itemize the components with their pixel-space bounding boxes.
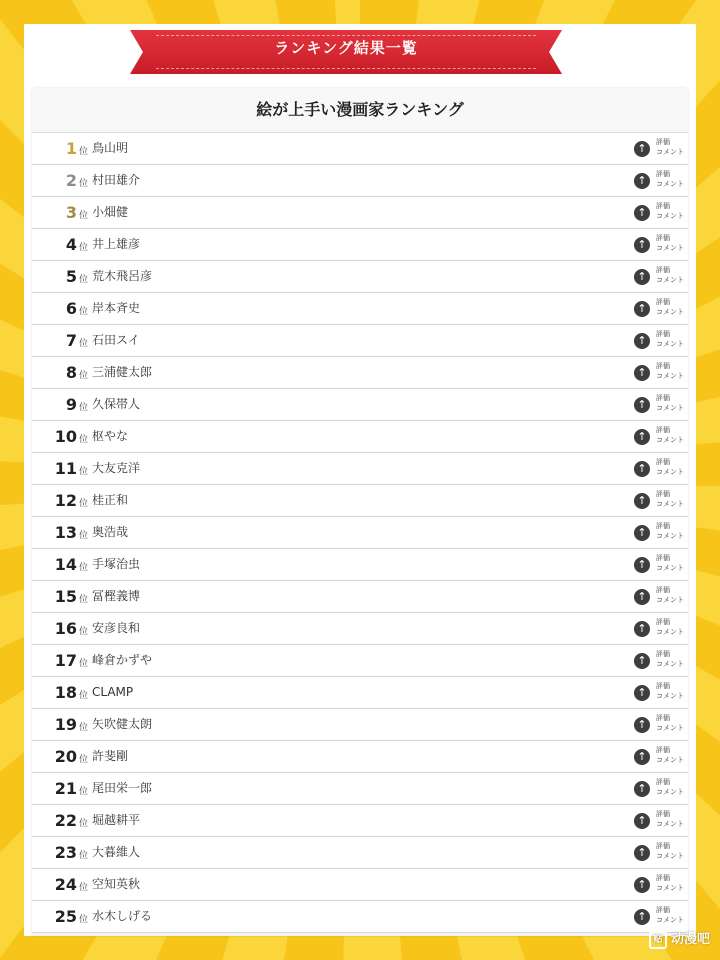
rank-suffix: 位 [78, 563, 88, 573]
comment-label: コメント [656, 244, 684, 252]
artist-name[interactable]: 尾田栄一郎 [92, 781, 153, 795]
rating-label: 評価 [656, 138, 670, 146]
artist-name[interactable]: CLAMP [92, 685, 134, 699]
rating-label: 評価 [656, 202, 670, 210]
arrow-up-icon[interactable]: ↑ [634, 877, 650, 893]
artist-name[interactable]: 空知英秋 [92, 877, 141, 891]
rating-comment-link[interactable] [656, 809, 684, 829]
rank-number: 20 [54, 747, 77, 766]
rank-label [48, 325, 88, 356]
artist-name[interactable]: 鳥山明 [92, 141, 129, 155]
rank-number: 10 [54, 427, 77, 446]
rank-number: 2 [65, 171, 77, 190]
rank-number: 11 [54, 459, 77, 478]
arrow-up-icon[interactable]: ↑ [634, 781, 650, 797]
rating-comment-link[interactable] [656, 425, 684, 445]
rank-label [48, 389, 88, 420]
comment-label: コメント [656, 660, 684, 668]
comment-label: コメント [656, 820, 684, 828]
rank-label [48, 293, 88, 324]
rank-label [48, 901, 88, 932]
rating-label: 評価 [656, 586, 670, 594]
rank-suffix: 位 [78, 755, 88, 765]
rank-label [48, 581, 88, 612]
rating-label: 評価 [656, 490, 670, 498]
artist-name[interactable]: 手塚治虫 [92, 557, 141, 571]
ranking-row[interactable] [32, 549, 688, 581]
ranking-row[interactable] [32, 517, 688, 549]
rank-number: 23 [54, 843, 77, 862]
rank-suffix: 位 [78, 595, 88, 605]
rank-label [48, 773, 88, 804]
rank-number: 18 [54, 683, 77, 702]
arrow-up-icon[interactable]: ↑ [634, 525, 650, 541]
rank-suffix: 位 [78, 659, 88, 669]
arrow-up-icon[interactable]: ↑ [634, 269, 650, 285]
rank-number: 7 [65, 331, 77, 350]
arrow-up-icon[interactable]: ↑ [634, 813, 650, 829]
rank-label [48, 837, 88, 868]
rank-suffix: 位 [78, 467, 88, 477]
rank-number: 1 [65, 139, 77, 158]
rank-label [48, 805, 88, 836]
rating-comment-link[interactable] [656, 361, 684, 381]
rank-suffix: 位 [78, 307, 88, 317]
rating-comment-link[interactable] [656, 137, 684, 157]
ranking-row[interactable] [32, 901, 688, 933]
arrow-up-icon[interactable]: ↑ [634, 333, 650, 349]
rating-label: 評価 [656, 874, 670, 882]
rating-label: 評価 [656, 746, 670, 754]
artist-name[interactable]: 大暮維人 [92, 845, 141, 859]
rank-number: 21 [54, 779, 77, 798]
rank-label [48, 869, 88, 900]
rank-label [48, 677, 88, 708]
artist-name[interactable]: 村田雄介 [92, 173, 141, 187]
comment-label: コメント [656, 756, 684, 764]
rank-suffix: 位 [78, 499, 88, 509]
arrow-up-icon[interactable]: ↑ [634, 365, 650, 381]
rank-number: 8 [65, 363, 77, 382]
artist-name[interactable]: 矢吹健太朗 [92, 717, 153, 731]
comment-label: コメント [656, 212, 684, 220]
rank-suffix: 位 [78, 371, 88, 381]
artist-name[interactable]: 水木しげる [92, 909, 153, 923]
rank-label [48, 709, 88, 740]
rank-label [48, 485, 88, 516]
banner-title: ランキング結果一覧 [274, 39, 418, 57]
rank-suffix: 位 [78, 275, 88, 285]
ranking-row[interactable] [32, 581, 688, 613]
rank-suffix: 位 [78, 339, 88, 349]
artist-name[interactable]: 桂正和 [92, 493, 129, 507]
rank-number: 4 [65, 235, 77, 254]
rank-label [48, 741, 88, 772]
ranking-banner [130, 30, 562, 74]
rating-label: 評価 [656, 682, 670, 690]
arrow-up-icon[interactable]: ↑ [634, 141, 650, 157]
rank-number: 12 [54, 491, 77, 510]
rank-label [48, 229, 88, 260]
rank-suffix: 位 [78, 243, 88, 253]
ranking-row[interactable] [32, 229, 688, 261]
comment-label: コメント [656, 564, 684, 572]
comment-label: コメント [656, 404, 684, 412]
rank-label [48, 133, 88, 164]
app-icon: 贴 [649, 931, 667, 949]
rank-suffix: 位 [78, 179, 88, 189]
ranking-row[interactable] [32, 773, 688, 805]
ranking-row[interactable] [32, 293, 688, 325]
rating-label: 評価 [656, 170, 670, 178]
rank-suffix: 位 [78, 883, 88, 893]
rank-label [48, 517, 88, 548]
rank-number: 3 [65, 203, 77, 222]
rank-suffix: 位 [78, 691, 88, 701]
rating-comment-link[interactable] [656, 745, 684, 765]
rating-label: 評価 [656, 330, 670, 338]
comment-label: コメント [656, 372, 684, 380]
artist-name[interactable]: 荒木飛呂彦 [92, 269, 153, 283]
arrow-up-icon[interactable]: ↑ [634, 653, 650, 669]
rating-label: 評価 [656, 778, 670, 786]
comment-label: コメント [656, 916, 684, 924]
watermark-text: 动漫吧 [670, 932, 710, 947]
comment-label: コメント [656, 276, 684, 284]
rank-label [48, 453, 88, 484]
rank-number: 16 [54, 619, 77, 638]
rating-label: 評価 [656, 426, 670, 434]
artist-name[interactable]: 岸本斉史 [92, 301, 141, 315]
ranking-row[interactable] [32, 869, 688, 901]
artist-name[interactable]: 大友克洋 [92, 461, 141, 475]
rating-label: 評価 [656, 234, 670, 242]
ranking-row[interactable] [32, 741, 688, 773]
comment-label: コメント [656, 436, 684, 444]
ranking-row[interactable] [32, 325, 688, 357]
comment-label: コメント [656, 340, 684, 348]
arrow-up-icon[interactable]: ↑ [634, 397, 650, 413]
arrow-up-icon[interactable]: ↑ [634, 685, 650, 701]
rating-comment-link[interactable] [656, 297, 684, 317]
ranking-row[interactable] [32, 837, 688, 869]
rank-number: 17 [54, 651, 77, 670]
rating-comment-link[interactable] [656, 681, 684, 701]
arrow-up-icon[interactable]: ↑ [634, 749, 650, 765]
rating-label: 評価 [656, 298, 670, 306]
comment-label: コメント [656, 724, 684, 732]
rating-comment-link[interactable] [656, 201, 684, 221]
ranking-row[interactable] [32, 197, 688, 229]
arrow-up-icon[interactable]: ↑ [634, 845, 650, 861]
arrow-up-icon[interactable]: ↑ [634, 589, 650, 605]
rating-comment-link[interactable] [656, 649, 684, 669]
rank-suffix: 位 [78, 627, 88, 637]
ranking-row[interactable] [32, 645, 688, 677]
artist-name[interactable]: 石田スイ [92, 333, 140, 347]
rank-label [48, 613, 88, 644]
artist-name[interactable]: 久保帯人 [92, 397, 141, 411]
arrow-up-icon[interactable]: ↑ [634, 173, 650, 189]
comment-label: コメント [656, 628, 684, 636]
rank-suffix: 位 [78, 435, 88, 445]
arrow-up-icon[interactable]: ↑ [634, 493, 650, 509]
rating-label: 評価 [656, 362, 670, 370]
rank-number: 13 [54, 523, 77, 542]
rank-number: 19 [54, 715, 77, 734]
rating-comment-link[interactable] [656, 905, 684, 925]
comment-label: コメント [656, 532, 684, 540]
ranking-row[interactable] [32, 421, 688, 453]
rank-number: 25 [54, 907, 77, 926]
artist-name[interactable]: 安彦良和 [92, 621, 141, 635]
rank-suffix: 位 [78, 531, 88, 541]
rank-label [48, 261, 88, 292]
rank-suffix: 位 [78, 403, 88, 413]
comment-label: コメント [656, 308, 684, 316]
ranking-list [32, 133, 688, 933]
rank-number: 24 [54, 875, 77, 894]
rating-comment-link[interactable] [656, 489, 684, 509]
rating-comment-link[interactable] [656, 329, 684, 349]
rating-label: 評価 [656, 522, 670, 530]
rating-comment-link[interactable] [656, 457, 684, 477]
comment-label: コメント [656, 468, 684, 476]
rank-suffix: 位 [78, 851, 88, 861]
comment-label: コメント [656, 852, 684, 860]
rating-label: 評価 [656, 266, 670, 274]
arrow-up-icon[interactable]: ↑ [634, 429, 650, 445]
rank-suffix: 位 [78, 819, 88, 829]
comment-label: コメント [656, 500, 684, 508]
rating-label: 評価 [656, 650, 670, 658]
rank-label [48, 645, 88, 676]
ranking-row[interactable] [32, 613, 688, 645]
rank-suffix: 位 [78, 723, 88, 733]
rating-label: 評価 [656, 842, 670, 850]
rating-comment-link[interactable] [656, 841, 684, 861]
arrow-up-icon[interactable]: ↑ [634, 557, 650, 573]
rating-comment-link[interactable] [656, 169, 684, 189]
rank-label [48, 357, 88, 388]
rank-label [48, 197, 88, 228]
ranking-row[interactable] [32, 261, 688, 293]
ranking-row[interactable] [32, 805, 688, 837]
rating-comment-link[interactable] [656, 617, 684, 637]
rating-label: 評価 [656, 554, 670, 562]
rating-comment-link[interactable] [656, 713, 684, 733]
rating-comment-link[interactable] [656, 233, 684, 253]
rating-label: 評価 [656, 810, 670, 818]
artist-name[interactable]: 冨樫義博 [92, 589, 141, 603]
arrow-up-icon[interactable]: ↑ [634, 621, 650, 637]
rating-label: 評価 [656, 618, 670, 626]
artist-name[interactable]: 枢やな [92, 429, 129, 443]
rank-number: 14 [54, 555, 77, 574]
ranking-row[interactable] [32, 165, 688, 197]
comment-label: コメント [656, 692, 684, 700]
comment-label: コメント [656, 180, 684, 188]
comment-label: コメント [656, 596, 684, 604]
rank-number: 9 [65, 395, 77, 414]
rating-comment-link[interactable] [656, 521, 684, 541]
artist-name[interactable]: 三浦健太郎 [92, 365, 153, 379]
comment-label: コメント [656, 884, 684, 892]
arrow-up-icon[interactable]: ↑ [634, 205, 650, 221]
ranking-row[interactable] [32, 485, 688, 517]
ranking-row[interactable] [32, 709, 688, 741]
ranking-card [32, 88, 688, 936]
rank-label [48, 421, 88, 452]
rank-label [48, 549, 88, 580]
rank-suffix: 位 [78, 147, 88, 157]
rating-comment-link[interactable] [656, 553, 684, 573]
rank-number: 5 [65, 267, 77, 286]
artist-name[interactable]: 小畑健 [92, 205, 129, 219]
rating-label: 評価 [656, 458, 670, 466]
rank-number: 15 [54, 587, 77, 606]
ranking-row[interactable] [32, 389, 688, 421]
ranking-row[interactable] [32, 453, 688, 485]
rank-label [48, 165, 88, 196]
ranking-row[interactable] [32, 677, 688, 709]
rank-suffix: 位 [78, 211, 88, 221]
comment-label: コメント [656, 788, 684, 796]
rank-number: 6 [65, 299, 77, 318]
arrow-up-icon[interactable]: ↑ [634, 909, 650, 925]
rating-comment-link[interactable] [656, 777, 684, 797]
rating-comment-link[interactable] [656, 585, 684, 605]
artist-name[interactable]: 堀越耕平 [92, 813, 141, 827]
artist-name[interactable]: 峰倉かずや [92, 653, 153, 667]
ranking-row[interactable] [32, 357, 688, 389]
arrow-up-icon[interactable]: ↑ [634, 717, 650, 733]
arrow-up-icon[interactable]: ↑ [634, 237, 650, 253]
ranking-row[interactable] [32, 133, 688, 165]
rating-label: 評価 [656, 394, 670, 402]
artist-name[interactable]: 許斐剛 [92, 749, 129, 763]
rank-suffix: 位 [78, 787, 88, 797]
arrow-up-icon[interactable]: ↑ [634, 301, 650, 317]
rating-comment-link[interactable] [656, 393, 684, 413]
artist-name[interactable]: 奥浩哉 [92, 525, 129, 539]
watermark [649, 930, 710, 950]
card-title: 絵が上手い漫画家ランキング [32, 88, 688, 133]
artist-name[interactable]: 井上雄彦 [92, 237, 141, 251]
comment-label: コメント [656, 148, 684, 156]
rating-label: 評価 [656, 906, 670, 914]
rating-label: 評価 [656, 714, 670, 722]
rank-number: 22 [54, 811, 77, 830]
rank-suffix: 位 [78, 915, 88, 925]
arrow-up-icon[interactable]: ↑ [634, 461, 650, 477]
rating-comment-link[interactable] [656, 265, 684, 285]
rating-comment-link[interactable] [656, 873, 684, 893]
